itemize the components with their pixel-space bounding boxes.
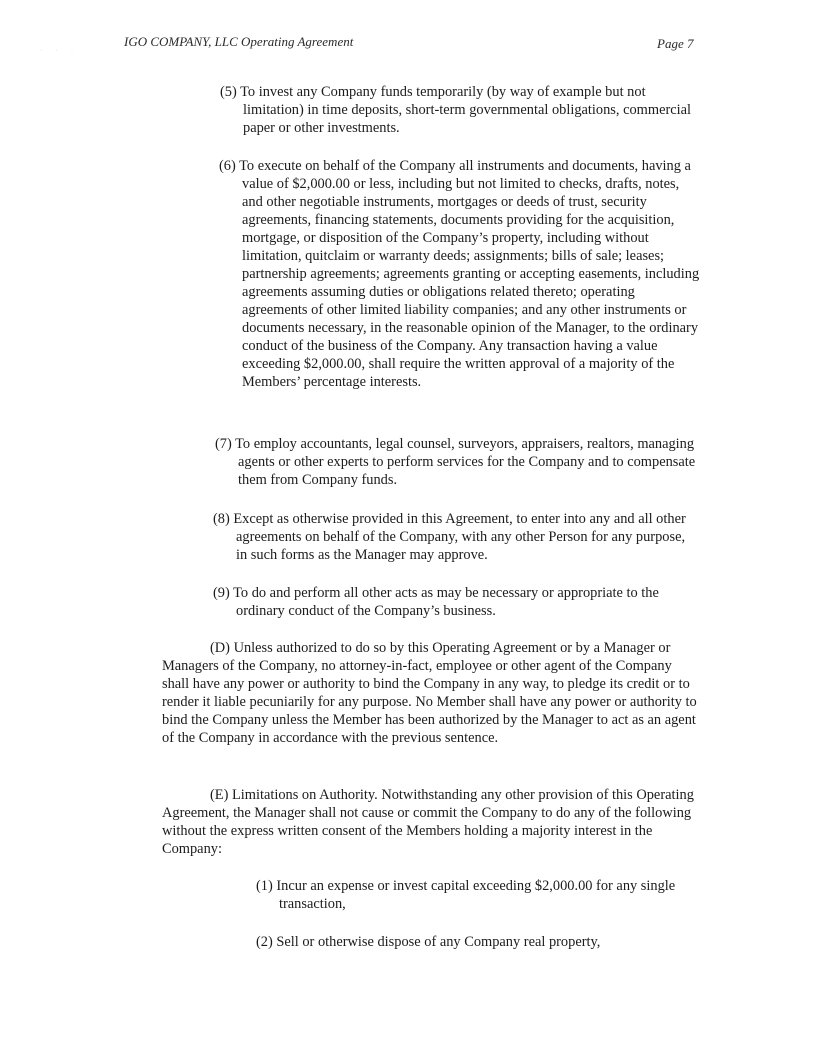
clause-item-9: (9) To do and perform all other acts as may be necessary or appropriate to the ordinary conduct of the Company’s business. xyxy=(213,585,659,619)
page-header xyxy=(0,34,816,54)
clause-item-7: (7) To employ accountants, legal counsel, surveyors, appraisers, realtors, managing agents or other experts to perform services for the Company and to compensate them from Company funds. xyxy=(215,436,696,488)
page-number: Page 7 xyxy=(657,36,694,51)
clause-item-6: (6) To execute on behalf of the Company all instruments and documents, having a value of $2,000.00 or less, including but not limited to checks, drafts, notes, and other negotiable instruments, mortgages or deeds of trust, security agreements, financing statements, documents providing for the acquisition, mortgage, or disposition of the Company’s property, including without limitation, quitclaim or warranty deeds; assignments; bills of sale; leases; partnership agreements; agreements granting or accepting easements, including agreements assuming duties or obligations related thereto; operating agreements of other limited liability companies; and any other instruments or documents necessary, in the reasonable opinion of the Manager, to the ordinary conduct of the business of the Company. Any transaction having a value exceeding $2,000.00, shall require the written approval of a majority of the Members’ percentage interests. xyxy=(219,158,700,390)
scan-specks: · · · xyxy=(40,48,79,54)
limitation-item-2: (2) Sell or otherwise dispose of any Company real property, xyxy=(256,934,601,950)
clause-item-5: (5) To invest any Company funds temporarily (by way of example but not limitation) in time deposits, short-term governmental obligations, commercial paper or other investments. xyxy=(220,84,692,136)
clause-item-8: (8) Except as otherwise provided in this Agreement, to enter into any and all other agreements on behalf of the Company, with any other Person for any purpose, in such forms as the Manager may approve. xyxy=(213,511,686,563)
paragraph-d: (D) Unless authorized to do so by this Operating Agreement or by a Manager or Managers of the Company, no attorney-in-fact, employee or other agent of the Company shall have any power or authority to bind the Company in any way, to pledge its credit or to render it liable pecuniarily for any purpose. No Member shall have any power or authority to bind the Company unless the Member has been authorized by the Manager to act as an agent of the Company in accordance with the previous sentence. xyxy=(162,640,697,746)
paragraph-e: (E) Limitations on Authority. Notwithstanding any other provision of this Operating Agreement, the Manager shall not cause or commit the Company to do any of the following without the express written consent of the Members holding a majority interest in the Company: xyxy=(162,787,694,857)
document-title: IGO COMPANY, LLC Operating Agreement xyxy=(124,34,354,49)
limitation-item-1: (1) Incur an expense or invest capital exceeding $2,000.00 for any single transaction, xyxy=(256,878,676,912)
